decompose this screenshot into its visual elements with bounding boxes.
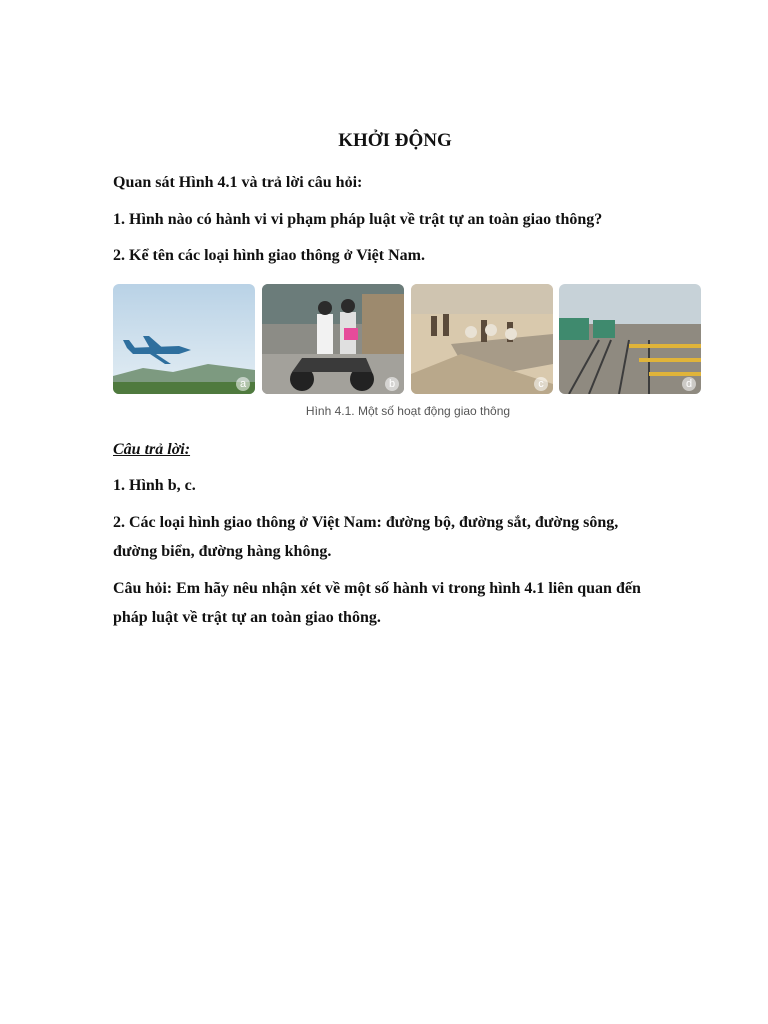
panel-label-b: b <box>385 377 399 391</box>
answer-1: 1. Hình b, c. <box>113 477 196 494</box>
followup-question-line-2: pháp luật về trật tự an toàn giao thông. <box>113 609 381 626</box>
answer-2-line-2: đường biển, đường hàng không. <box>113 543 332 560</box>
followup-question-line-1: Câu hỏi: Em hãy nêu nhận xét về một số hành vi trong hình 4.1 liên quan đến <box>113 580 641 597</box>
panel-label-a: a <box>236 377 250 391</box>
railway-depot-photo <box>559 284 701 394</box>
airplane-photo <box>113 284 255 394</box>
figure-caption: Hình 4.1. Một số hoạt động giao thông <box>305 404 511 418</box>
figure-panel-b <box>262 284 404 394</box>
crowded-ferry-photo <box>411 284 553 394</box>
question-2: 2. Kể tên các loại hình giao thông ở Việt Nam. <box>113 247 425 264</box>
figure-panel-d <box>559 284 701 394</box>
panel-label-d: d <box>682 377 696 391</box>
question-1: 1. Hình nào có hành vi vi phạm pháp luật về trật tự an toàn giao thông? <box>113 211 603 228</box>
page-title: KHỞI ĐỘNG <box>338 130 452 151</box>
answer-2-line-1: 2. Các loại hình giao thông ở Việt Nam: đường bộ, đường sắt, đường sông, <box>113 514 619 531</box>
figure-4-1 <box>113 284 703 424</box>
intro-text: Quan sát Hình 4.1 và trả lời câu hỏi: <box>113 174 363 191</box>
figure-panel-a <box>113 284 255 394</box>
panel-label-c: c <box>534 377 548 391</box>
motorbike-riders-photo <box>262 284 404 394</box>
figure-panel-c <box>411 284 553 394</box>
answer-heading: Câu trả lời: <box>113 441 191 458</box>
